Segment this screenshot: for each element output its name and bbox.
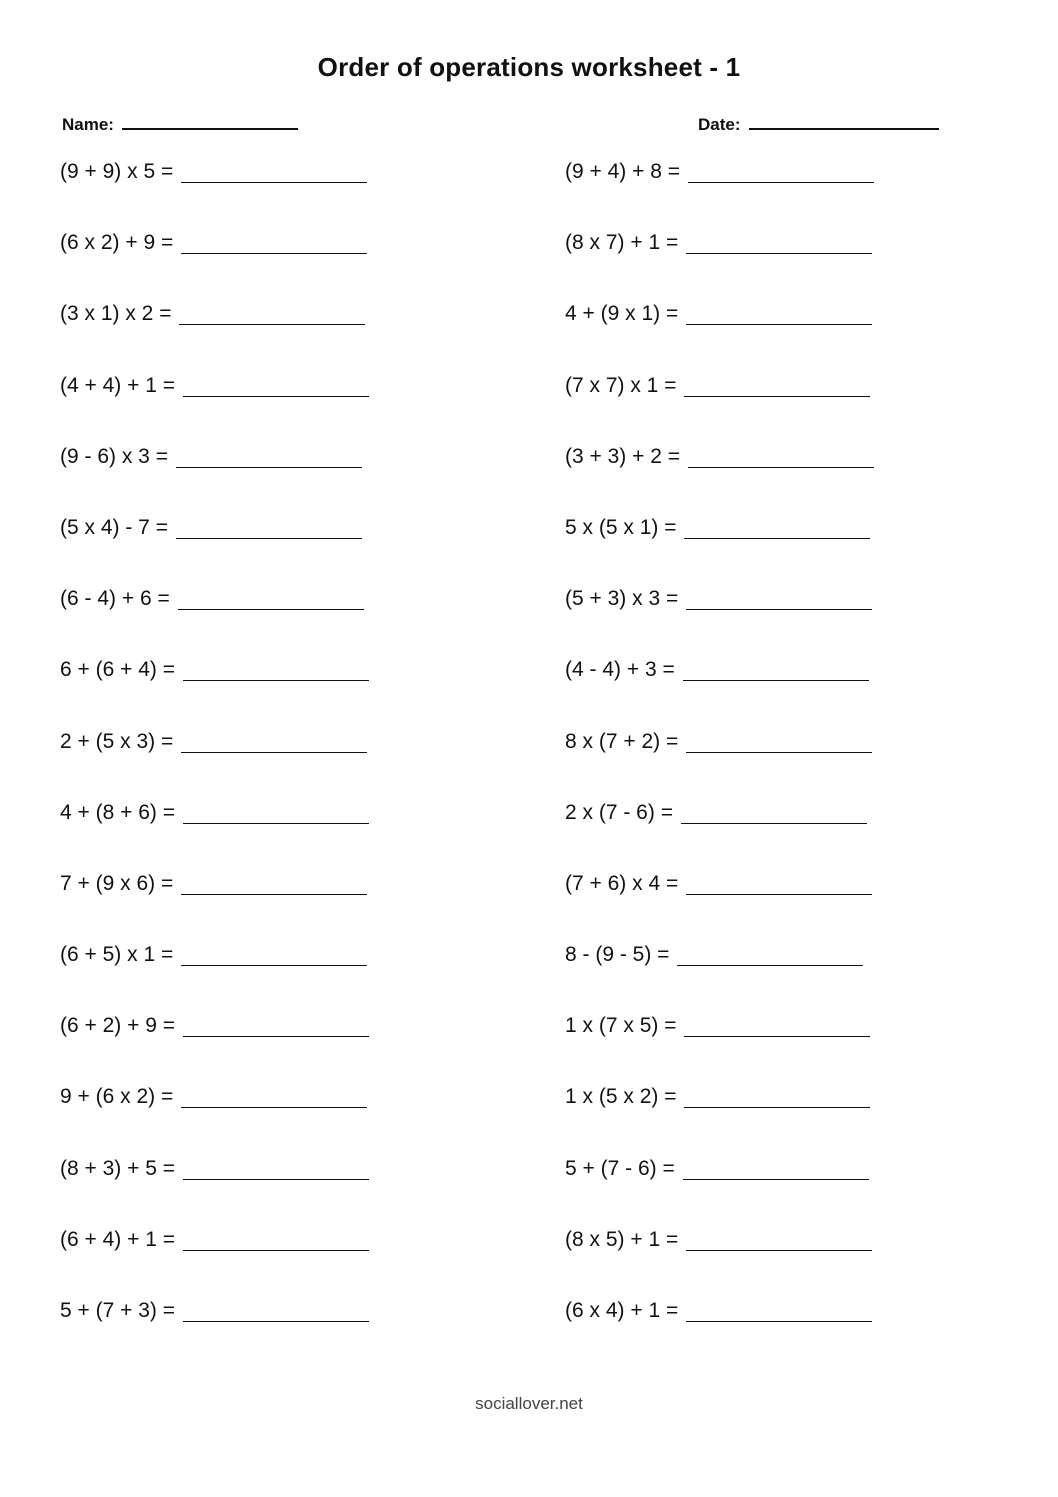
problem-row [60,1299,369,1370]
date-field [698,112,939,135]
problem-row [565,587,874,658]
answer-blank-line[interactable] [183,1014,369,1037]
problem-expression: (8 + 3) + 5 = [60,1156,175,1180]
answer-blank-line[interactable] [688,445,874,468]
date-blank-line[interactable] [749,112,939,130]
problem-row [60,658,369,729]
problem-expression: (9 + 9) x 5 = [60,160,174,183]
problem-expression: 2 + (5 x 3) = [60,729,174,753]
answer-blank-line[interactable] [686,302,872,325]
problem-expression: 2 x (7 - 6) = [565,800,673,824]
problem-expression: (6 - 4) + 6 = [60,587,170,611]
problem-row [565,1157,874,1228]
problem-expression: 8 x (7 + 2) = [565,729,679,753]
problem-row [60,1157,369,1228]
problem-row [60,374,369,445]
date-label: Date: [698,115,741,134]
answer-blank-line[interactable] [686,1228,872,1251]
problem-expression: (3 x 1) x 2 = [60,302,172,326]
problem-row [60,160,369,231]
problem-expression: (6 + 2) + 9 = [60,1014,175,1038]
problem-row [60,516,369,587]
problem-expression: 5 + (7 - 6) = [565,1156,675,1180]
problem-row [565,872,874,943]
answer-blank-line[interactable] [684,1014,870,1037]
answer-blank-line[interactable] [684,374,870,397]
left-problem-column [60,160,369,1370]
answer-blank-line[interactable] [179,302,365,325]
answer-blank-line[interactable] [686,872,872,895]
problem-expression: (9 + 4) + 8 = [565,160,680,183]
right-problem-column [565,160,874,1370]
problem-row [565,943,874,1014]
answer-blank-line[interactable] [181,160,367,183]
answer-blank-line[interactable] [684,1085,870,1108]
name-blank-line[interactable] [122,112,298,130]
answer-blank-line[interactable] [683,1157,869,1180]
problem-expression: (9 - 6) x 3 = [60,444,168,468]
answer-blank-line[interactable] [178,587,364,610]
problem-expression: 8 - (9 - 5) = [565,943,670,967]
problem-row [565,1014,874,1085]
name-field [62,112,298,135]
problem-row [60,872,369,943]
answer-blank-line[interactable] [683,658,869,681]
answer-blank-line[interactable] [183,801,369,824]
answer-blank-line[interactable] [176,445,362,468]
problem-expression: 1 x (7 x 5) = [565,1014,677,1038]
answer-blank-line[interactable] [181,943,367,966]
problem-row [565,302,874,373]
problem-expression: (8 x 5) + 1 = [565,1227,679,1251]
problem-row [60,1014,369,1085]
problem-row [565,374,874,445]
problem-expression: (4 + 4) + 1 = [60,373,175,397]
answer-blank-line[interactable] [686,1299,872,1322]
answer-blank-line[interactable] [677,943,863,966]
footer-site: sociallover.net [475,1394,583,1413]
problem-row [60,302,369,373]
problem-row [565,1228,874,1299]
problem-row [60,587,369,658]
problem-row [565,231,874,302]
answer-blank-line[interactable] [181,872,367,895]
problem-row [60,231,369,302]
problem-expression: (5 x 4) - 7 = [60,515,168,539]
problem-row [60,1085,369,1156]
answer-blank-line[interactable] [181,231,367,254]
answer-blank-line[interactable] [183,1228,369,1251]
problem-row [60,943,369,1014]
answer-blank-line[interactable] [183,1157,369,1180]
problem-expression: 5 + (7 + 3) = [60,1299,175,1322]
problem-expression: (6 + 5) x 1 = [60,943,174,967]
answer-blank-line[interactable] [181,1085,367,1108]
answer-blank-line[interactable] [176,516,362,539]
problem-expression: (7 x 7) x 1 = [565,373,677,397]
worksheet-title: Order of operations worksheet - 1 [317,52,741,82]
answer-blank-line[interactable] [681,801,867,824]
answer-blank-line[interactable] [688,160,874,183]
problem-row [565,658,874,729]
problem-expression: (4 - 4) + 3 = [565,658,675,682]
problem-row [565,1085,874,1156]
problem-expression: 4 + (8 + 6) = [60,800,175,824]
problem-expression: 6 + (6 + 4) = [60,658,175,682]
answer-blank-line[interactable] [686,730,872,753]
answer-blank-line[interactable] [183,1299,369,1322]
problem-expression: 7 + (9 x 6) = [60,871,174,895]
problem-expression: (6 x 4) + 1 = [565,1299,679,1322]
name-label: Name: [62,115,114,134]
problem-row [60,445,369,516]
answer-blank-line[interactable] [686,231,872,254]
problem-row [565,516,874,587]
problem-row [60,1228,369,1299]
problem-expression: (6 x 2) + 9 = [60,231,174,255]
problem-row [60,730,369,801]
problem-expression: (8 x 7) + 1 = [565,231,679,255]
problem-row [565,801,874,872]
problem-row [565,730,874,801]
problem-row [565,445,874,516]
problem-expression: 5 x (5 x 1) = [565,515,677,539]
answer-blank-line[interactable] [181,730,367,753]
answer-blank-line[interactable] [183,374,369,397]
problem-expression: (5 + 3) x 3 = [565,587,679,611]
answer-blank-line[interactable] [686,587,872,610]
problem-expression: 4 + (9 x 1) = [565,302,679,326]
problem-expression: 1 x (5 x 2) = [565,1085,677,1109]
answer-blank-line[interactable] [684,516,870,539]
answer-blank-line[interactable] [183,658,369,681]
problem-expression: 9 + (6 x 2) = [60,1085,174,1109]
problem-expression: (7 + 6) x 4 = [565,871,679,895]
problem-row [565,1299,874,1370]
problem-expression: (6 + 4) + 1 = [60,1227,175,1251]
problem-expression: (3 + 3) + 2 = [565,444,680,468]
problem-row [565,160,874,231]
problem-row [60,801,369,872]
